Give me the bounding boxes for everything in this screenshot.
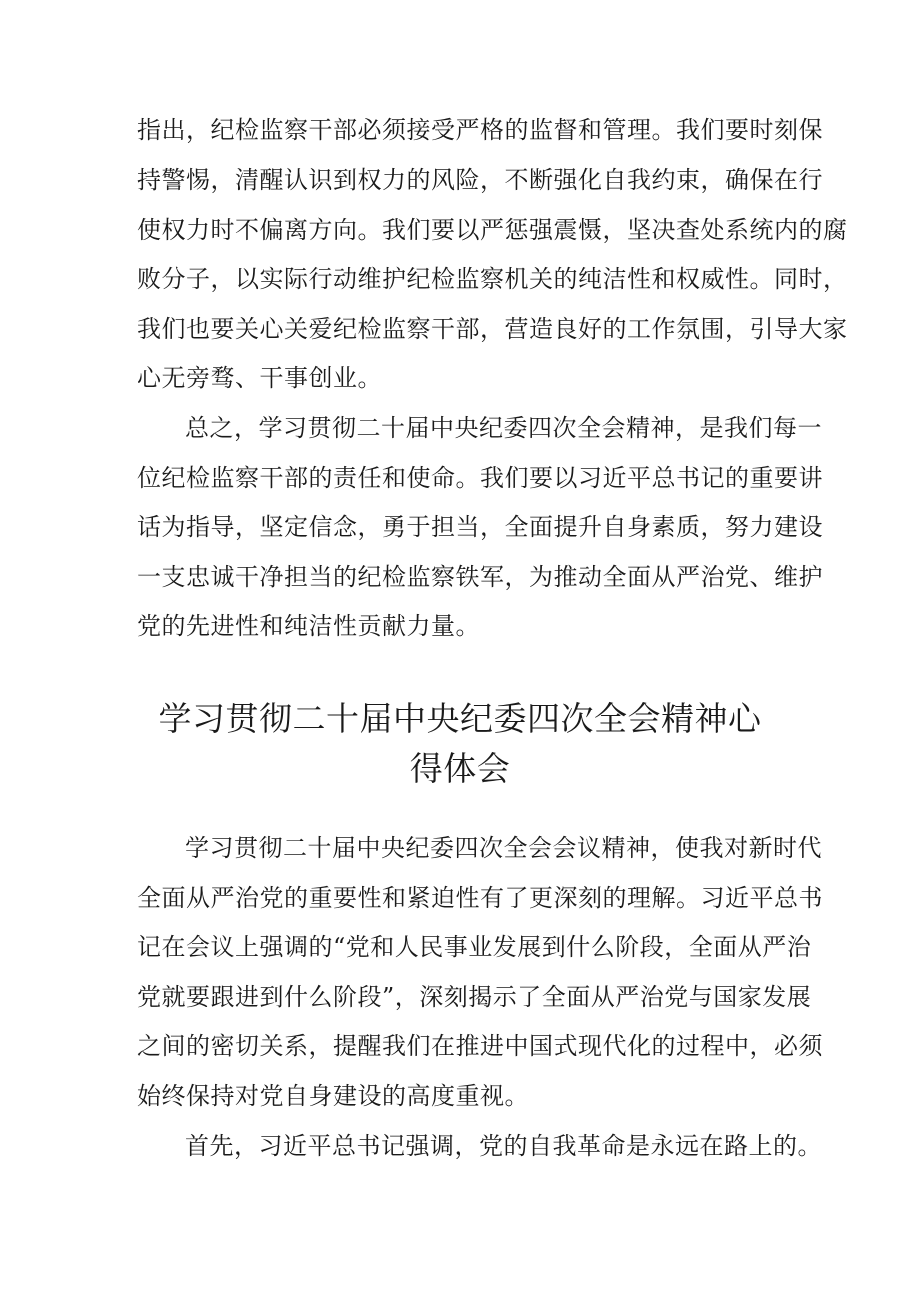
text-line: 党就要跟进到什么阶段”，深刻揭示了全面从严治党与国家发展: [137, 983, 812, 1011]
text-line: 败分子，以实际行动维护纪检监察机关的纯洁性和权威性。同时，: [137, 265, 848, 293]
text-line: 心无旁骛、干事创业。: [137, 364, 382, 392]
text-line: 全面从严治党的重要性和紧迫性有了更深刻的理解。习近平总书: [137, 884, 823, 912]
text-line: 始终保持对党自身建设的高度重视。: [137, 1082, 529, 1110]
text-line: 一支忠诚干净担当的纪检监察铁军，为推动全面从严治党、维护: [137, 563, 823, 591]
text-line: 党的先进性和纯洁性贡献力量。: [137, 612, 480, 640]
text-line: 首先，习近平总书记强调，党的自我革命是永远在路上的。: [185, 1132, 822, 1160]
text-line: 话为指导，坚定信念，勇于担当，全面提升自身素质，努力建设: [137, 513, 823, 541]
text-line: 位纪检监察干部的责任和使命。我们要以习近平总书记的重要讲: [137, 464, 823, 492]
text-line: 指出，纪检监察干部必须接受严格的监督和管理。我们要时刻保: [137, 116, 823, 144]
text-line: 使权力时不偏离方向。我们要以严惩强震慑，坚决查处系统内的腐: [137, 216, 848, 244]
text-line: 学习贯彻二十届中央纪委四次全会会议精神，使我对新时代: [185, 834, 822, 862]
text-line: 我们也要关心关爱纪检监察干部，营造良好的工作氛围，引导大家: [137, 315, 848, 343]
text-line: 总之，学习贯彻二十届中央纪委四次全会精神，是我们每一: [185, 414, 822, 442]
text-line: 持警惕，清醒认识到权力的风险，不断强化自我约束，确保在行: [137, 166, 823, 194]
article-title-line-2: 得体会: [409, 749, 511, 788]
text-line: 之间的密切关系，提醒我们在推进中国式现代化的过程中，必须: [137, 1032, 823, 1060]
article-title-line-1: 学习贯彻二十届中央纪委四次全会精神心: [158, 699, 762, 738]
text-line: 记在会议上强调的“党和人民事业发展到什么阶段，全面从严治: [137, 933, 812, 961]
